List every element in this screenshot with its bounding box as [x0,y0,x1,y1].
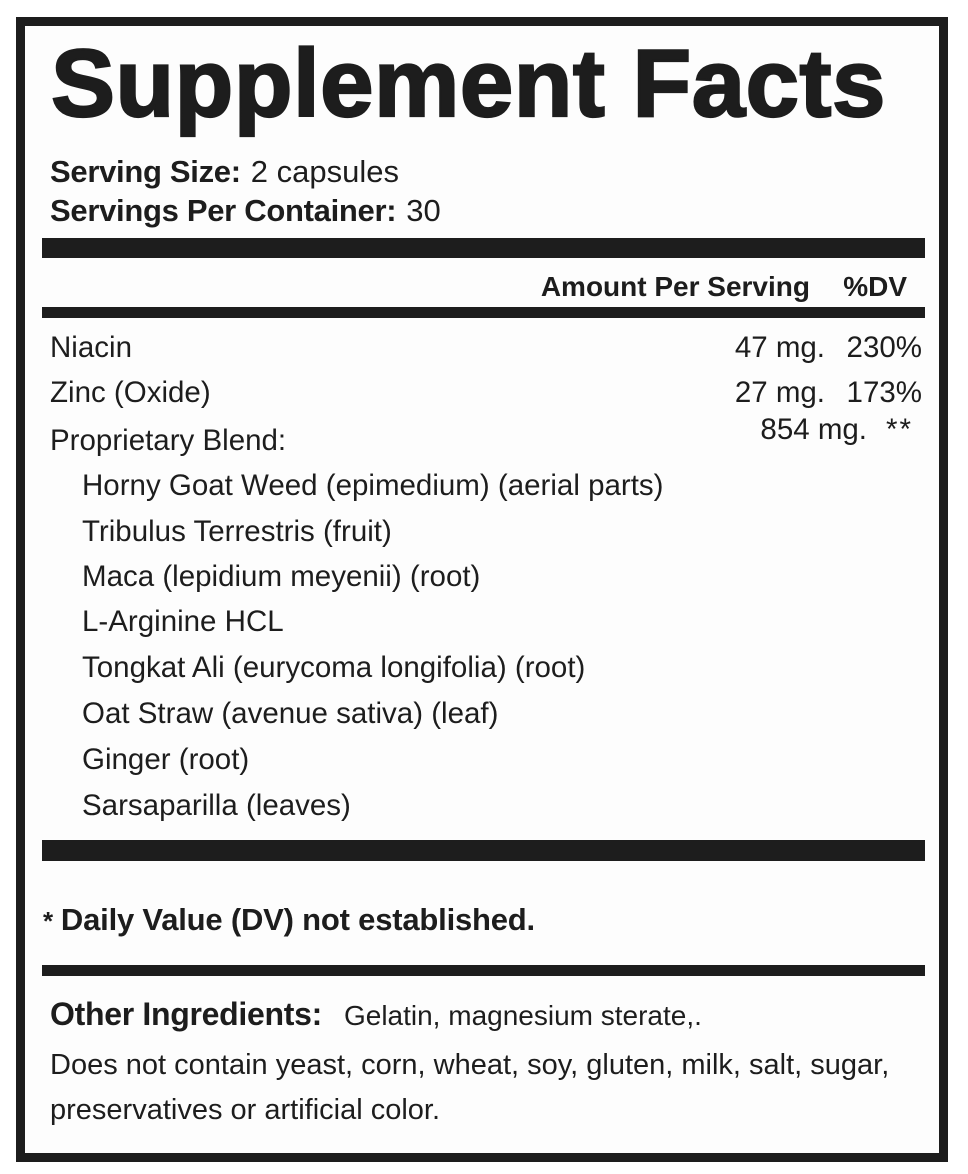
other-ingredients-line [50,994,702,1041]
nutrient-name: Zinc (Oxide) [50,376,211,409]
separator-thick-top [42,238,925,258]
disclaimer-line-1: Does not contain yeast, corn, wheat, soy, gluten, milk, salt, sugar, [50,1049,890,1081]
blend-item [25,788,939,824]
panel-title: Supplement Facts [51,30,886,137]
nutrient-amount: 47 mg. [734,331,825,364]
allergen-disclaimer [50,1043,889,1133]
nutrient-row-zinc [25,375,939,411]
blend-item-name: Sarsaparilla (leaves) [82,789,351,822]
other-ingredients-value: Gelatin, magnesium sterate,. [343,1000,702,1031]
serving-size-label: Serving Size: [50,154,241,189]
nutrient-dv: ** [886,413,913,446]
separator-medium-bottom [42,965,925,976]
nutrient-row-proprietary-blend [25,423,939,459]
serving-info [50,152,441,230]
footnote-asterisk: * [43,906,53,936]
blend-item [25,604,939,640]
nutrient-amount: 27 mg. [734,376,825,409]
blend-item [25,650,939,686]
column-header-row [25,272,939,302]
footnote-text: Daily Value (DV) not established. [60,902,535,937]
blend-item-name: Oat Straw (avenue sativa) (leaf) [82,697,499,730]
separator-medium-top [42,307,925,318]
disclaimer-line-2: preservatives or artificial color. [50,1094,441,1126]
servings-per-container-line [50,191,441,230]
blend-item [25,742,939,778]
serving-size-line [50,152,441,191]
blend-item-name: Maca (lepidium meyenii) (root) [82,560,481,593]
nutrient-amount: 854 mg. [760,413,867,446]
blend-item [25,696,939,732]
daily-value-footnote [43,901,535,940]
nutrient-dv: 230% [846,331,922,364]
blend-item-name: Horny Goat Weed (epimedium) (aerial parts) [82,469,664,502]
nutrient-name: Niacin [50,331,132,364]
separator-thick-bottom [42,840,925,861]
servings-per-container-value: 30 [406,193,441,228]
servings-per-container-label: Servings Per Container: [50,193,397,228]
nutrient-name: Proprietary Blend: [50,424,287,457]
blend-item [25,559,939,595]
blend-item-name: Tribulus Terrestris (fruit) [82,515,392,548]
nutrient-row-niacin [25,330,939,366]
supplement-facts-panel [16,17,948,1162]
blend-item-name: Ginger (root) [82,743,250,776]
nutrient-dv: 173% [846,376,922,409]
blend-item [25,468,939,504]
amount-per-serving-header: Amount Per Serving [540,271,810,302]
blend-item [25,514,939,550]
blend-item-name: L-Arginine HCL [82,605,284,638]
other-ingredients-label: Other Ingredients: [50,996,322,1032]
serving-size-value: 2 capsules [250,154,399,189]
percent-dv-header: %DV [843,271,907,302]
blend-item-name: Tongkat Ali (eurycoma longifolia) (root) [82,651,586,684]
